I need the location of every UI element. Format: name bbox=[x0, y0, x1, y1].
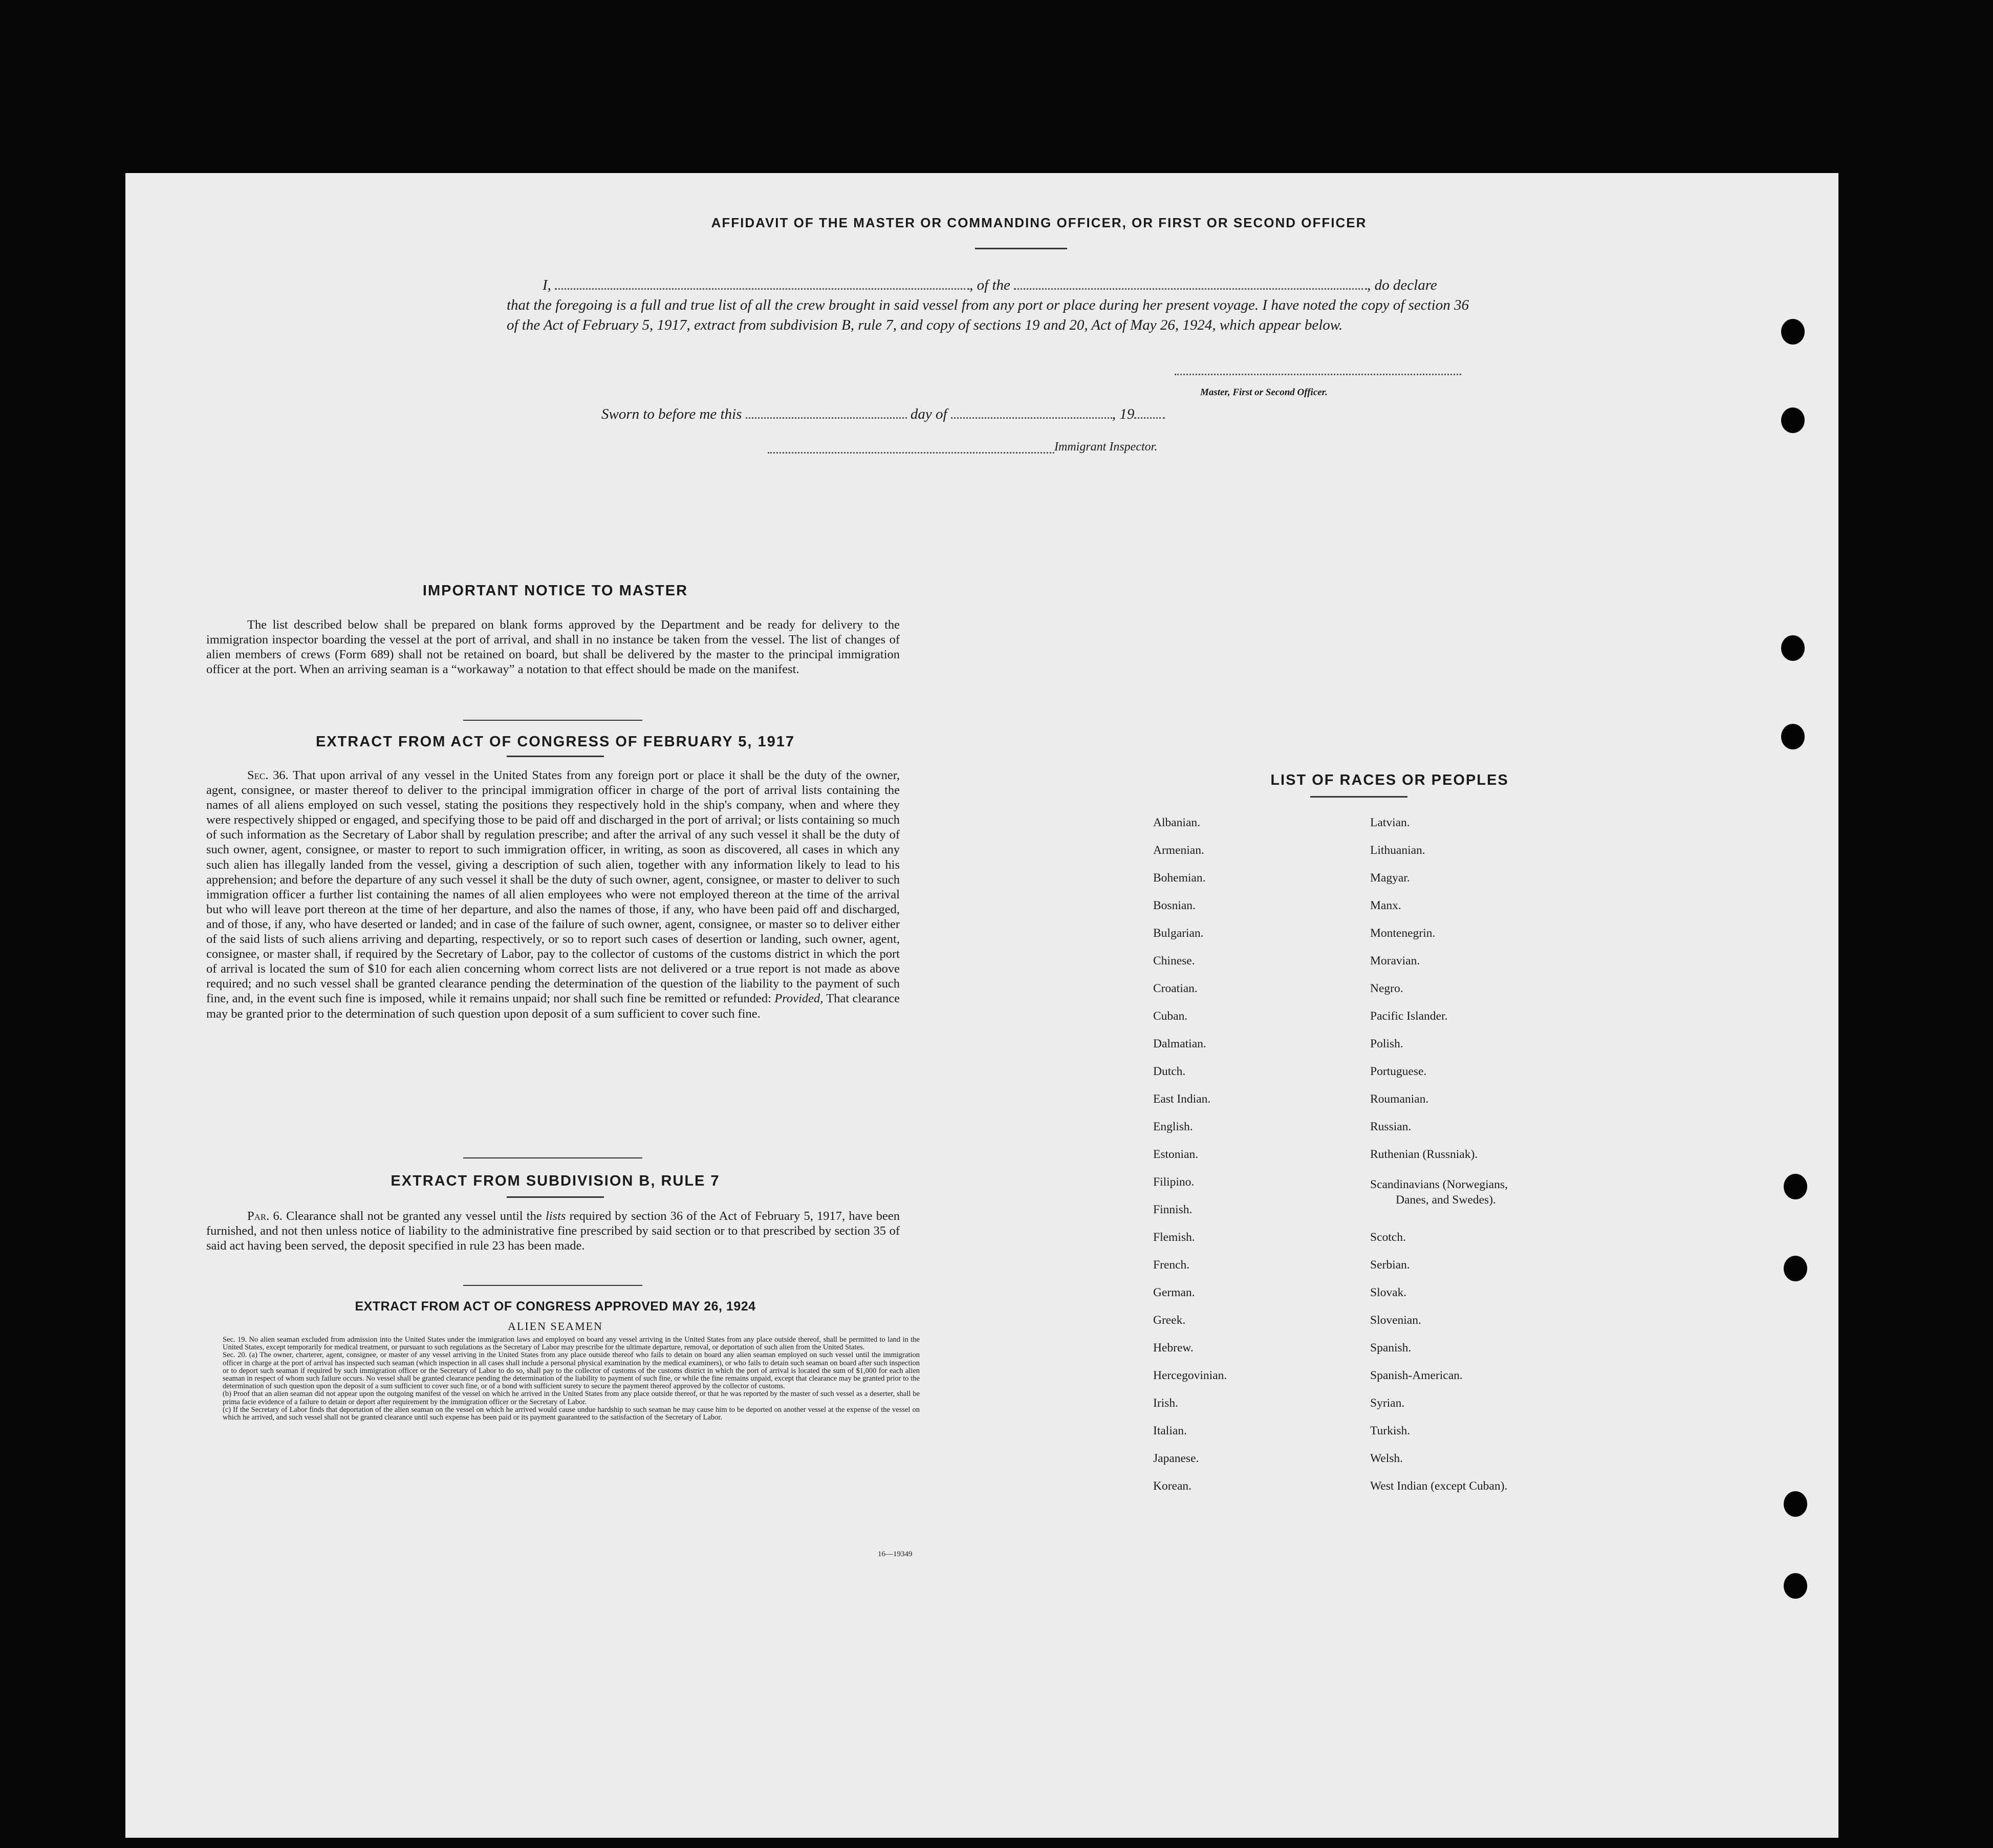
race-item: Negro. bbox=[1370, 982, 1403, 995]
punch-hole bbox=[1781, 407, 1805, 433]
race-item: Portuguese. bbox=[1370, 1065, 1427, 1078]
paragraph-label: Par. 6. bbox=[247, 1209, 283, 1223]
extract-1924-title: EXTRACT FROM ACT OF CONGRESS APPROVED MAY 26, 1924 bbox=[355, 1299, 756, 1314]
races-title: LIST OF RACES OR PEOPLES bbox=[1270, 772, 1509, 788]
divider bbox=[463, 720, 642, 721]
of-the-label: , of the bbox=[969, 277, 1010, 293]
race-item: Chinese. bbox=[1153, 954, 1195, 968]
inspector-label: Immigrant Inspector. bbox=[1054, 440, 1158, 454]
vessel-name-field[interactable] bbox=[1014, 288, 1367, 290]
race-item: Spanish. bbox=[1370, 1341, 1412, 1355]
alien-seamen-subtitle: ALIEN SEAMEN bbox=[508, 1320, 603, 1333]
punch-hole bbox=[1784, 1573, 1807, 1599]
punch-hole bbox=[1784, 1174, 1807, 1199]
notice-text: The list described below shall be prepared on blank forms approved by the Department and be ready for delivery to the immigration inspector boarding the vessel at the port of arrival, and shall in no instance be taken from the vessel. The list of changes of alien members of crews (Form 689) shall not be retained on board, but shall be delivered by the master to the principal immigration officer at the port. When an arriving seaman is a “workaway” a notation to that effect should be made on the manifest. bbox=[206, 618, 900, 677]
notice-body bbox=[206, 617, 900, 677]
race-item: Moravian. bbox=[1370, 954, 1420, 968]
extract-rule7-title: EXTRACT FROM SUBDIVISION B, RULE 7 bbox=[391, 1173, 720, 1189]
race-item: Bulgarian. bbox=[1153, 927, 1204, 940]
sec-20b-paragraph: (b) Proof that an alien seaman did not appear upon the outgoing manifest of the vessel on which he arrived in the United States from any place outside thereof, or that he was reported by the master of such vessel as a deserter, shall be prima facie evidence of a failure to detain or deport after requirement by the immigration officer or the Secretary of Labor. bbox=[223, 1390, 920, 1406]
race-item: Pacific Islander. bbox=[1370, 1009, 1448, 1023]
document-page bbox=[125, 173, 1838, 1838]
race-item: Bosnian. bbox=[1153, 899, 1196, 912]
race-item: Albanian. bbox=[1153, 816, 1201, 829]
race-item: Japanese. bbox=[1153, 1452, 1199, 1465]
sec-20c-paragraph: (c) If the Secretary of Labor finds that deportation of the alien seaman on the vessel on which he arrived would cause undue hardship to such seaman he may cause him to be deported on another vessel at the expense of the vessel on which he arrived, and such vessel shall not be granted clearance until such expense has been paid or its payment guaranteed to the satisfaction of the Secretary of Labor. bbox=[223, 1405, 920, 1422]
divider bbox=[463, 1285, 642, 1286]
sec-20a-paragraph: Sec. 20. (a) The owner, charterer, agent, consignee, or master of any vessel arriving in the United States from any place outside thereof who fails to detain on board any alien seaman employed on such vessel until the immigration officer in charge at the port of arrival has inspected such seaman (which inspection in all cases shall include a personal physical examination by the medical examiners), or who fails to detain such seaman on board after such inspection or to deport such seaman if required by such immigration officer or the Secretary of Labor to do so, shall pay to the collector of customs of the customs district in which the port of arrival is located the sum of $1,000 for each alien seaman in respect of whom such failure occurs. No vessel shall be granted clearance pending the determination of the liability to payment of such fine, or while the fine remains unpaid, except that clearance may be granted prior to the determination of such question upon the deposit of a sum sufficient to cover such fine, or of a bond with sufficient surety to secure the payment thereof approved by the collector of customs. bbox=[223, 1351, 920, 1391]
race-item: Korean. bbox=[1153, 1479, 1192, 1493]
day-of-label: day of bbox=[910, 406, 947, 422]
race-item: Scandinavians (Norwegians, bbox=[1370, 1178, 1508, 1191]
race-item: Turkish. bbox=[1370, 1424, 1411, 1437]
race-item: Finnish. bbox=[1153, 1203, 1193, 1216]
extract-1924-body bbox=[223, 1336, 920, 1422]
lists-word: lists bbox=[545, 1209, 566, 1223]
race-item: Slovenian. bbox=[1370, 1314, 1421, 1327]
race-item: Manx. bbox=[1370, 899, 1401, 912]
sec-19-paragraph: Sec. 19. No alien seaman excluded from admission into the United States under the immigration laws and employed on board any vessel arriving in the United States from any place outside thereof, shall be permitted to land in the United States, except temporarily for medical treatment, or pursuant to such regulations as the Secretary of Labor may prescribe for the ultimate departure, removal, or deportation of such alien from the United States. bbox=[223, 1336, 920, 1352]
provided-word: Provided, bbox=[774, 992, 824, 1006]
rule7-text-b: required by section 36 of the Act of February 5, 1917, have been furnished, and not then unless notice of liability to the administrative fine prescribed by said section or to that prescribed by section 35 of said act having been served, the deposit specified in rule 23 has been made. bbox=[206, 1209, 900, 1253]
race-item: Slovak. bbox=[1370, 1286, 1407, 1299]
divider bbox=[1310, 796, 1407, 798]
section-label: Sec. 36. bbox=[247, 768, 289, 782]
race-item: Dutch. bbox=[1153, 1065, 1186, 1078]
inspector-signature-line[interactable] bbox=[768, 452, 1054, 454]
extract-rule7-body bbox=[206, 1209, 900, 1253]
race-item: East Indian. bbox=[1153, 1092, 1211, 1106]
race-item: Welsh. bbox=[1370, 1452, 1403, 1465]
race-item: French. bbox=[1153, 1258, 1190, 1272]
race-item: Dalmatian. bbox=[1153, 1037, 1206, 1050]
race-item: Serbian. bbox=[1370, 1258, 1410, 1272]
sworn-line bbox=[601, 406, 1165, 423]
race-item: Cuban. bbox=[1153, 1009, 1188, 1023]
race-item: Danes, and Swedes). bbox=[1396, 1193, 1496, 1207]
section-36-text: That upon arrival of any vessel in the United States from any foreign port or place it shall be the duty of the owner, agent, consignee, or master thereof to deliver to the principal immigration officer in charge of the port of arrival lists containing the names of all aliens employed on such vessel, stating the positions they respectively hold in the ship's company, when and where they were respectively shipped or engaged, and specifying those to be paid off and discharged in the port of arrival; or lists containing so much of such information as the Secretary of Labor shall by regulation prescribe; and after the arrival of any such vessel it shall be the duty of such owner, agent, consignee, or master to report to such immigration officer, in writing, as soon as discovered, all cases in which any such alien has illegally landed from the vessel, giving a description of such alien, together with any information likely to lead to his apprehension; and before the departure of any such vessel it shall be the duty of such owner, agent, consignee, or master to deliver to such immigration officer a further list containing the names of all alien employees who were not employed thereon at the time of the arrival but who will leave port thereon at the time of her departure, and also the names of those, if any, who have been paid off and discharged, and of those, if any, who have deserted or landed; and in case of the failure of such owner, agent, consignee, or master so to deliver either of the said lists of such aliens arriving and departing, respectively, or so to report such cases of desertion or landing, such owner, agent, consignee, or master shall, if required by the Secretary of Labor, pay to the collector of customs of the customs district in which the port of arrival is located the sum of $10 for each alien concerning whom correct lists are not delivered or a true report is not made as above required; and no such vessel shall be granted clearance pending the determination of the question of the liability to the payment of such fine, and, in the event such fine is imposed, while it remains unpaid; nor shall such fine be remitted or refunded: bbox=[206, 768, 900, 1006]
punch-hole bbox=[1784, 1256, 1807, 1281]
sworn-year-field[interactable] bbox=[1134, 417, 1165, 419]
race-item: Hercegovinian. bbox=[1153, 1369, 1227, 1382]
extract-1917-title: EXTRACT FROM ACT OF CONGRESS OF FEBRUARY 5, 1917 bbox=[315, 734, 795, 750]
year-prefix: , 19 bbox=[1112, 406, 1135, 422]
declaration-text: that the foregoing is a full and true list of all the crew brought in said vessel from any port or place during her present voyage. I have noted the copy of section 36 of the Act of February 5, 1917, extract from subdivision B, rule 7, and copy of sections 19 and 20, Act of May 26, 1924, which appear below. bbox=[507, 297, 1469, 333]
race-item: Montenegrin. bbox=[1370, 927, 1436, 940]
race-item: Italian. bbox=[1153, 1424, 1187, 1437]
sworn-label: Sworn to before me this bbox=[601, 406, 742, 422]
race-item: West Indian (except Cuban). bbox=[1370, 1479, 1508, 1493]
master-signature-line[interactable] bbox=[1175, 374, 1461, 375]
race-item: German. bbox=[1153, 1286, 1195, 1299]
extract-1917-body bbox=[206, 768, 900, 1021]
race-item: Greek. bbox=[1153, 1314, 1186, 1327]
race-item: Polish. bbox=[1370, 1037, 1403, 1050]
divider bbox=[507, 756, 604, 757]
sworn-month-field[interactable] bbox=[951, 417, 1112, 419]
race-item: Filipino. bbox=[1153, 1175, 1195, 1189]
race-item: Spanish-American. bbox=[1370, 1369, 1463, 1382]
affidavit-body bbox=[507, 275, 1469, 335]
master-name-field[interactable] bbox=[555, 288, 969, 290]
punch-hole bbox=[1784, 1491, 1807, 1517]
race-item: Hebrew. bbox=[1153, 1341, 1194, 1355]
race-item: Flemish. bbox=[1153, 1231, 1195, 1244]
sworn-day-field[interactable] bbox=[746, 417, 907, 419]
race-item: Irish. bbox=[1153, 1396, 1178, 1410]
race-item: Bohemian. bbox=[1153, 871, 1206, 885]
divider bbox=[975, 248, 1067, 249]
do-declare-label: , do declare bbox=[1367, 277, 1437, 293]
affidavit-first-line bbox=[507, 275, 1469, 295]
race-item: Scotch. bbox=[1370, 1231, 1406, 1244]
race-item: Ruthenian (Russniak). bbox=[1370, 1148, 1478, 1161]
race-item: Magyar. bbox=[1370, 871, 1410, 885]
race-item: English. bbox=[1153, 1120, 1193, 1133]
race-item: Syrian. bbox=[1370, 1396, 1405, 1410]
i-label: I, bbox=[543, 277, 551, 293]
punch-hole bbox=[1781, 724, 1805, 749]
punch-hole bbox=[1781, 319, 1805, 345]
notice-title: IMPORTANT NOTICE TO MASTER bbox=[422, 583, 688, 599]
race-item: Latvian. bbox=[1370, 816, 1410, 829]
divider bbox=[507, 1196, 604, 1198]
form-number: 16—19349 bbox=[878, 1550, 913, 1558]
divider bbox=[463, 1157, 642, 1158]
affidavit-title: AFFIDAVIT OF THE MASTER OR COMMANDING OFFICER, OR FIRST OR SECOND OFFICER bbox=[711, 215, 1367, 230]
master-signature-label: Master, First or Second Officer. bbox=[1200, 387, 1328, 398]
race-item: Estonian. bbox=[1153, 1148, 1199, 1161]
race-item: Russian. bbox=[1370, 1120, 1412, 1133]
punch-hole bbox=[1781, 635, 1805, 661]
race-item: Armenian. bbox=[1153, 844, 1204, 857]
rule7-text-a: Clearance shall not be granted any vessel until the bbox=[286, 1209, 542, 1223]
section-36-text-end: That clearance may be granted prior to the determination of such question upon deposit of a sum sufficient to cover such fine. bbox=[206, 992, 900, 1021]
race-item: Croatian. bbox=[1153, 982, 1198, 995]
race-item: Roumanian. bbox=[1370, 1092, 1429, 1106]
race-item: Lithuanian. bbox=[1370, 844, 1425, 857]
